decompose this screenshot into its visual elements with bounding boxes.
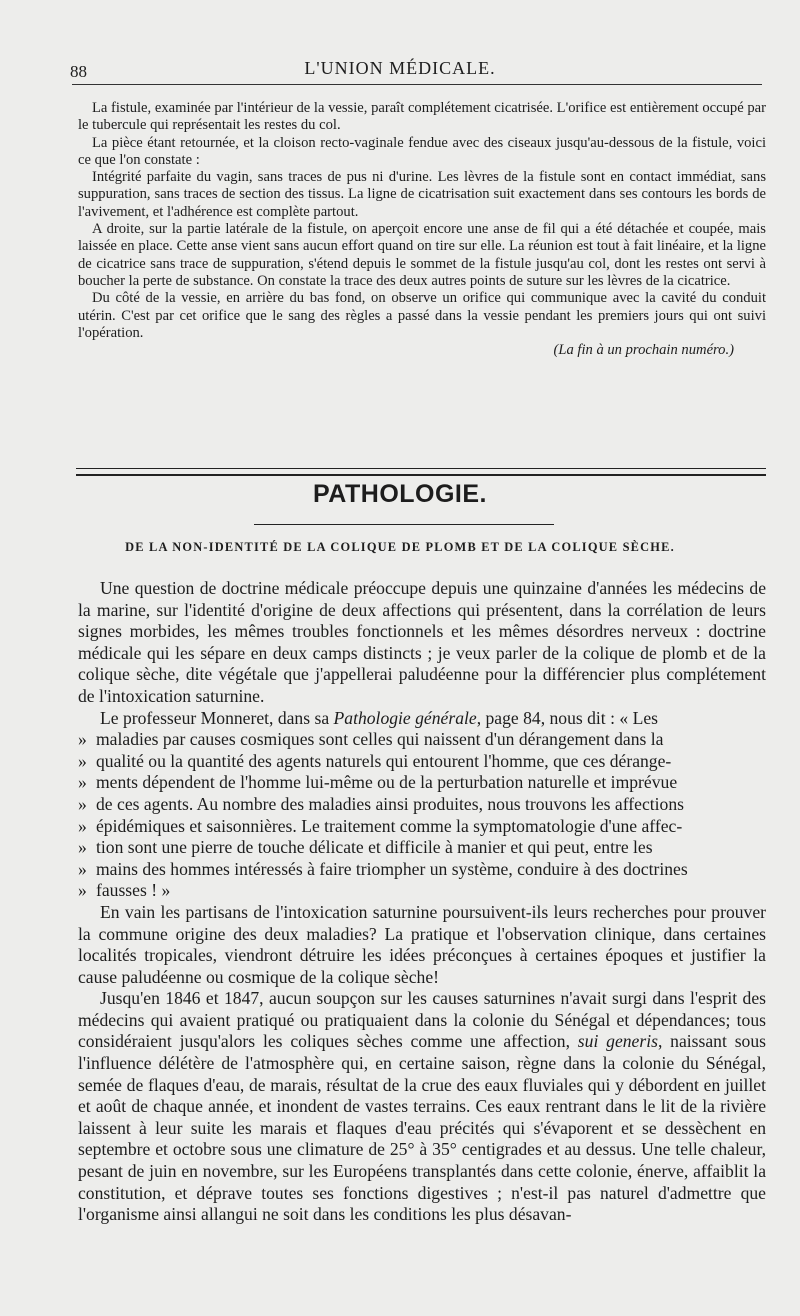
- section-title: PATHOLOGIE.: [312, 480, 488, 508]
- title-underline: [254, 524, 554, 525]
- quote-text: épidémiques et saisonnières. Le traitement comme la symptomatologie d'une affec-: [96, 815, 683, 836]
- quote-mark: »: [78, 837, 87, 858]
- paragraph: [78, 708, 766, 730]
- header-rule: [72, 84, 762, 85]
- article-body: [78, 578, 766, 1226]
- page-header: [0, 56, 800, 86]
- quote-text: maladies par causes cosmiques sont celles qui naissent d'un dérangement dans la: [96, 729, 664, 750]
- text-run: , page 84, nous dit : « Les: [476, 707, 658, 728]
- quote-text: de ces agents. Au nombre des maladies ainsi produites, nous trouvons les affections: [96, 793, 684, 814]
- text-run: Le professeur Monneret, dans sa: [100, 707, 334, 728]
- quote-mark: »: [78, 750, 87, 771]
- quote-text: fausses ! »: [96, 880, 171, 901]
- quote-text: qualité ou la quantité des agents naturels qui entourent l'homme, que ces dérange-: [96, 750, 672, 771]
- quote-line: [78, 729, 766, 751]
- paragraph: A droite, sur la partie latérale de la fistule, on aperçoit encore une anse de fil qui a été détachée et coupée, mais laissée en place. Cette anse vient sans aucun effort quand on tire sur elle. La réunion est tout à fait linéaire, et la ligne de cicatrice sans trace de suppuration, s'étend depuis le sommet de la fistule jusqu'au col, dont les restes ont servi à boucher la perte de substance. On constate la trace des deux autres points de suture sur les lèvres de la cicatrice.: [78, 221, 766, 289]
- continued-article: [78, 100, 766, 359]
- text-run: , naissant sous l'influence délétère de l'atmosphère qui, en certaine saison, règne dans la colonie du Sénégal, semée de flaques d'eau, de marais, résultat de la crue des eaux fluviales qui y débordent en juillet et août de chaque année, et inondent de vastes terrains. Ces eaux rentrant dans le lit de la rivière laissent à leur suite les marais et flaques d'eau précités qui s'évaporent et se dessèchent en septembre et octobre sous une climature de 25° à 35° centigrades et au dessus. Une telle chaleur, pesant de juin en novembre, sur les Européens transplantés dans cette colonie, énerve, affaiblit la constitution, et déprave toutes ses fonctions digestives ; n'est-il pas naturel d'admettre que l'organisme ainsi allangui ne soit dans les conditions les plus désavan-: [78, 1031, 766, 1225]
- paragraph: La fistule, examinée par l'intérieur de la vessie, paraît complétement cicatrisée. L'orifice est entièrement occupé par le tubercule qui représentait les restes du col.: [78, 100, 766, 134]
- quote-mark: »: [78, 880, 87, 901]
- paragraph: En vain les partisans de l'intoxication saturnine poursuivent-ils leurs recherches pour prouver la commune origine des deux maladies? La pratique et l'observation clinique, dans certaines localités tropicales, viendront détruire les idées préconçues à certaines époques et justifier la cause paludéenne ou cosmique de la colique sèche!: [78, 901, 766, 987]
- quote-line: [78, 816, 766, 838]
- quote-text: mains des hommes intéressés à faire triompher un système, conduire à des doctrines: [96, 858, 688, 879]
- to-be-continued-note: (La fin à un prochain numéro.): [553, 342, 734, 359]
- paragraph: Intégrité parfaite du vagin, sans traces de pus ni d'urine. Les lèvres de la fistule sont en contact immédiat, sans suppuration, sans traces de section des tissus. La ligne de cicatrisation suit exactement dans ses contours les bords de l'avivement, et l'adhérence est complète partout.: [78, 169, 766, 220]
- quote-line: [78, 772, 766, 794]
- page-number: 88: [70, 62, 87, 81]
- paragraph: [78, 988, 766, 1226]
- quote-mark: »: [78, 815, 87, 836]
- book-title: Pathologie générale: [333, 707, 477, 728]
- quote-text: ments dépendent de l'homme lui-même ou de la perturbation naturelle et imprévue: [96, 772, 678, 793]
- article-heading: DE LA NON-IDENTITÉ DE LA COLIQUE DE PLOMB ET DE LA COLIQUE SÈCHE.: [125, 540, 675, 554]
- paragraph: Du côté de la vessie, en arrière du bas fond, on observe un orifice qui communique avec la cavité du conduit utérin. C'est par cet orifice que le sang des règles a passé dans la vessie pendant les premiers jours qui ont suivi l'opération.: [78, 290, 766, 341]
- quote-mark: »: [78, 772, 87, 793]
- quote-line: [78, 859, 766, 881]
- quote-line: [78, 837, 766, 859]
- latin-term: sui generis: [577, 1031, 658, 1052]
- text-run: Jusqu'en 1846 et 1847, aucun soupçon sur les causes saturnines n'avait surgi dans l'esprit des médecins qui avaient pratiqué ou pratiquaient dans la colonie du Sénégal et dépendances; tous considéraient jusqu'alors les coliques sèches comme une affection,: [78, 988, 766, 1052]
- quote-mark: »: [78, 793, 87, 814]
- journal-title: L'UNION MÉDICALE.: [304, 58, 496, 78]
- quote-mark: »: [78, 858, 87, 879]
- quote-line: [78, 751, 766, 773]
- quote-mark: »: [78, 729, 87, 750]
- paragraph: La pièce étant retournée, et la cloison recto-vaginale fendue avec des ciseaux jusqu'au-dessous de la fistule, voici ce que l'on constate :: [78, 134, 766, 168]
- quote-line: [78, 794, 766, 816]
- quote-line: [78, 880, 766, 902]
- paragraph: Une question de doctrine médicale préoccupe depuis une quinzaine d'années les médecins de la marine, sur l'identité d'origine de deux affections qui présentent, dans la corrélation de leurs signes morbides, les mêmes troubles fonctionnels et les mêmes désordres nerveux : doctrine médicale qui les sépare en deux camps distincts ; je veux parler de la colique de plomb et de la colique sèche, dite végétale que j'appellerai paludéenne pour la différencier plus complétement de l'intoxication saturnine.: [78, 578, 766, 706]
- section-divider: [76, 468, 766, 476]
- quote-text: tion sont une pierre de touche délicate et difficile à manier et qui peut, entre les: [96, 837, 653, 858]
